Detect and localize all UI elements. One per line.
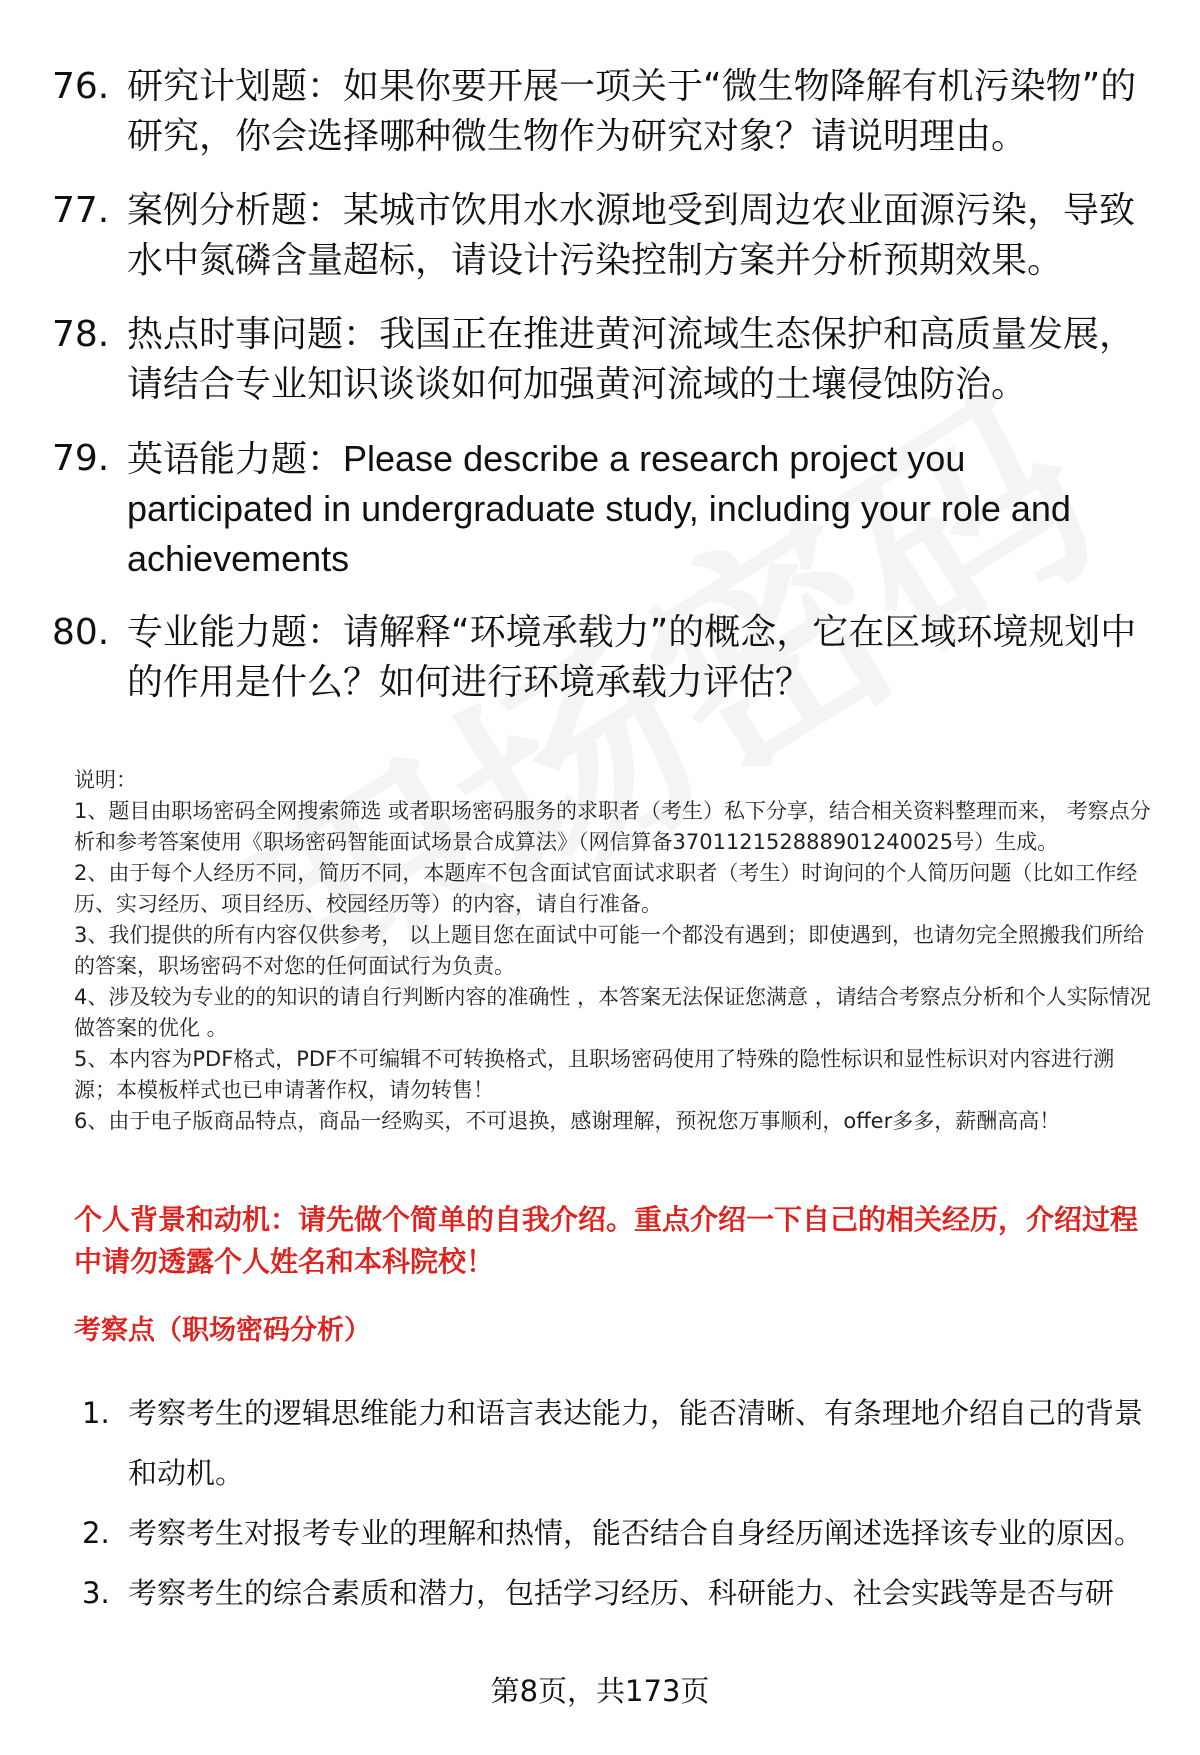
question-number: 76.	[52, 66, 110, 107]
question-text: 英语能力题：Please describe a research project you participated in undergraduate study, including your role and achievements	[127, 438, 1071, 579]
question-text: 研究计划题：如果你要开展一项关于“微生物降解有机污染物”的研究，你会选择哪种微生物作为研究对象？请说明理由。	[127, 66, 1137, 157]
analysis-point	[82, 1503, 1162, 1563]
question-item	[52, 608, 1152, 708]
question-number: 79.	[52, 438, 110, 479]
question-number: 78.	[52, 314, 110, 355]
point-number: 2.	[82, 1516, 110, 1550]
page-footer: 第8页，共173页	[490, 1674, 710, 1708]
notes-title: 说明：	[74, 768, 137, 792]
notes-section	[74, 765, 1154, 1137]
note-item: 3、我们提供的所有内容仅供参考， 以上题目您在面试中可能一个都没有遇到；即使遇到，也请勿完全照搬我们所给的答案，职场密码不对您的任何面试行为负责。	[74, 923, 1145, 978]
note-item: 6、由于电子版商品特点，商品一经购买，不可退换，感谢理解，预祝您万事顺利，offer多多，薪酬高高！	[74, 1109, 1061, 1133]
question-number: 80.	[52, 612, 110, 653]
question-number: 77.	[52, 190, 110, 231]
analysis-point	[82, 1563, 1162, 1623]
question-item	[52, 62, 1152, 162]
question-item	[52, 186, 1152, 286]
question-text: 案例分析题：某城市饮用水水源地受到周边农业面源污染，导致水中氮磷含量超标，请设计污染控制方案并分析预期效果。	[127, 190, 1136, 281]
note-item: 2、由于每个人经历不同，简历不同，本题库不包含面试官面试求职者（考生）时询问的个人简历问题（比如工作经历、实习经历、项目经历、校园经历等）的内容，请自行准备。	[74, 861, 1138, 916]
question-text: 专业能力题：请解释“环境承载力”的概念，它在区域环境规划中的作用是什么？如何进行环境承载力评估？	[127, 612, 1137, 703]
question-item	[52, 310, 1152, 410]
analysis-heading: 考察点（职场密码分析）	[74, 1315, 371, 1346]
point-number: 1.	[82, 1396, 110, 1430]
point-text: 考察考生的逻辑思维能力和语言表达能力，能否清晰、有条理地介绍自己的背景和动机。	[128, 1396, 1144, 1490]
analysis-point-list	[82, 1383, 1162, 1623]
question-list	[52, 62, 1152, 732]
point-text: 考察考生的综合素质和潜力，包括学习经历、科研能力、社会实践等是否与研	[128, 1576, 1115, 1610]
note-item: 5、本内容为PDF格式，PDF不可编辑不可转换格式，且职场密码使用了特殊的隐性标识和显性标识对内容进行溯源；本模板样式也已申请著作权，请勿转售！	[74, 1047, 1115, 1102]
background-question-heading: 个人背景和动机：请先做个简单的自我介绍。重点介绍一下自己的相关经历，介绍过程中请勿透露个人姓名和本科院校！	[74, 1203, 1139, 1278]
note-item: 4、涉及较为专业的的知识的请自行判断内容的准确性 ，本答案无法保证您满意 ，请结合考察点分析和个人实际情况做答案的优化 。	[74, 985, 1151, 1040]
note-item: 1、题目由职场密码全网搜索筛选 或者职场密码服务的求职者（考生）私下分享，结合相关资料整理而来， 考察点分析和参考答案使用《职场密码智能面试场景合成算法》（网信算备370112152888901240025号）生成。	[74, 799, 1151, 854]
question-item	[52, 434, 1152, 584]
point-number: 3.	[82, 1576, 110, 1610]
analysis-point	[82, 1383, 1162, 1503]
question-text: 热点时事问题：我国正在推进黄河流域生态保护和高质量发展，请结合专业知识谈谈如何加强黄河流域的土壤侵蚀防治。	[127, 314, 1136, 405]
point-text: 考察考生对报考专业的理解和热情，能否结合自身经历阐述选择该专业的原因。	[128, 1516, 1144, 1550]
